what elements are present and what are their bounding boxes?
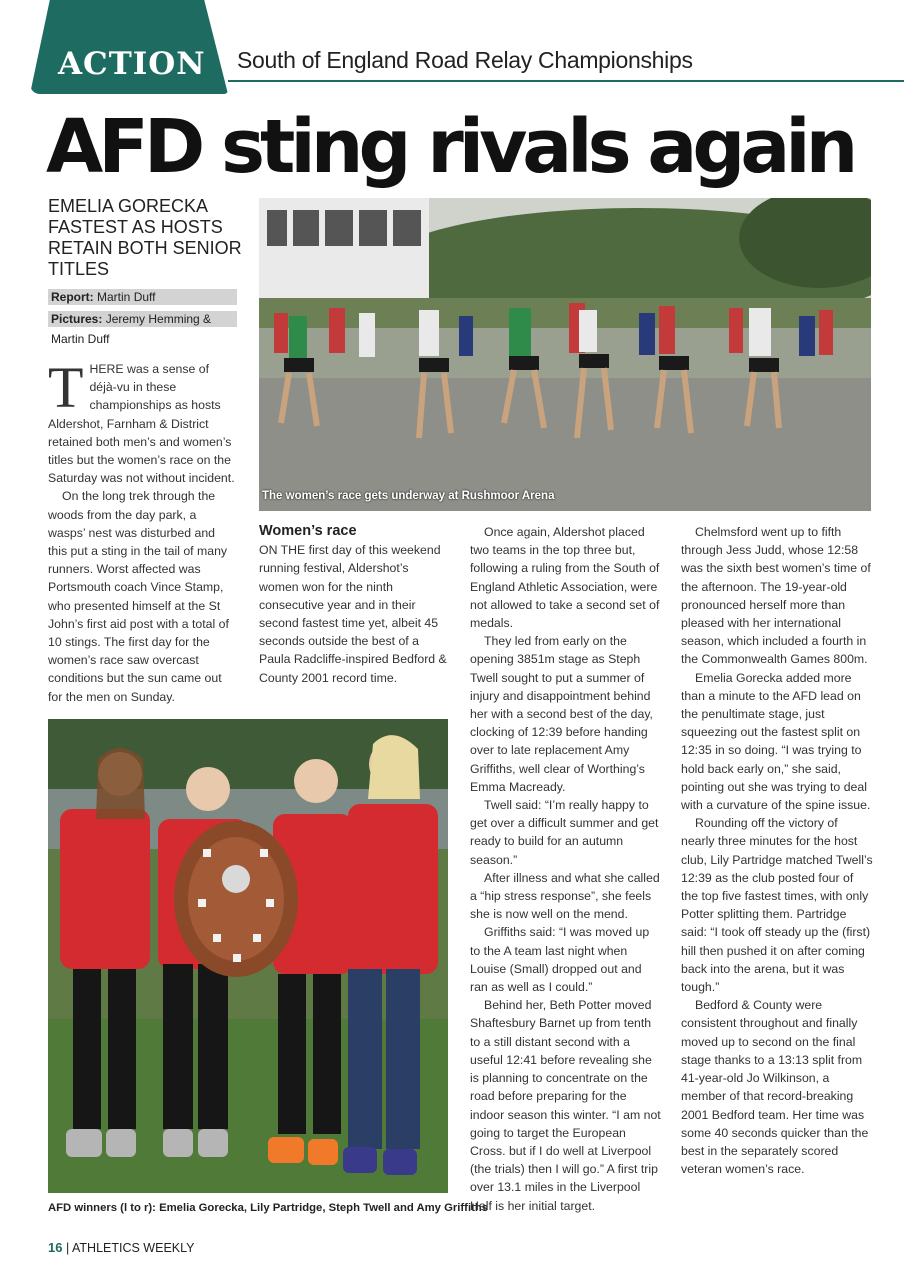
paragraph: HERE was a sense of déjà-vu in these championships as hosts Aldershot, Farnham & District retained both men’s and women’s titles but the women’s race on the Saturday was not without incident. [48, 362, 235, 486]
dropcap: T [48, 355, 84, 420]
paragraph: On the long trek through the woods from the day park, a wasps’ nest was disturbed and this put a sting in the tail of many runners. Worst affected was Portsmouth coach Vince Stamp, who presented himself at the St John’s first aid post with a total of 10 stings. The first day for the women’s race saw overcast conditions but the sun came out for the men on Sunday. [48, 489, 229, 704]
report-name: Martin Duff [97, 290, 156, 304]
article-col-4 [681, 523, 873, 1178]
paragraph: Behind her, Beth Potter moved Shaftesbury Barnet up from tenth to a still distant second with a useful 12:41 before revealing she is planning to concentrate on the road before preparing for the indoor season this winter. “I am not going to target the European Cross. but if I do well at Liverpool (the trials) then I will go.” A first trip over 13.1 miles in the Liverpool Half is her initial target. [470, 998, 661, 1213]
page-number: 16 [48, 1240, 63, 1255]
report-label: Report: [51, 290, 94, 304]
paragraph: Griffiths said: “I was moved up to the A team last night when Louise (Small) dropped out and ran as well as I could.” [470, 925, 650, 995]
footer-separator: | [65, 1241, 70, 1255]
race-photo-illustration [259, 198, 871, 511]
paragraph: Bedford & County were consistent throughout and finally moved up to second on the final stage thanks to a 13:13 split from 41-year-old Jo Wilkinson, a member of that record-breaking 2001 Bedford team. Her time was some 40 seconds quicker than the best in the separately scored veteran women’s race. [681, 998, 869, 1177]
pictures-name: Jeremy Hemming & [105, 312, 212, 326]
section-title: South of England Road Relay Championships [237, 47, 693, 73]
section-tag: ACTION [58, 46, 206, 82]
article-col-1 [48, 355, 236, 706]
pictures-credit [48, 311, 237, 327]
headline: AFD sting rivals again [46, 104, 854, 190]
article-col-2 [259, 522, 451, 687]
winners-photo-caption: AFD winners (l to r): Emelia Gorecka, Lily Partridge, Steph Twell and Amy Griffiths [48, 1202, 489, 1214]
subheading: Women’s race [259, 523, 357, 539]
race-photo-caption: The women’s race gets underway at Rushmoor Arena [262, 490, 555, 502]
publication-name: ATHLETICS WEEKLY [72, 1241, 195, 1255]
winners-photo-illustration [48, 719, 448, 1193]
winners-photo [48, 719, 448, 1193]
paragraph: Emelia Gorecka added more than a minute to the AFD lead on the penultimate stage, just squeezing out the fastest split on 12:35 in so doing. “I was trying to hold back early on,” she said, pointing out she was trying to deal with a curvature of the spine issue. [681, 670, 871, 813]
paragraph: After illness and what she called a “hip stress response”, she feels she is now well on the mend. [470, 870, 660, 922]
pictures-label: Pictures: [51, 312, 103, 326]
paragraph: Rounding off the victory of nearly three minutes for the host club, Lily Partridge matched Twell’s 12:39 as the club posted four of the top five fastest times, with only Potter splitting them. Partridge said: “I took off steady up the (first) hill then pushed it on after coming back into the arena, but it was tough.” [681, 816, 873, 995]
paragraph: Twell said: “I’m really happy to get over a difficult summer and get ready to build for an autumn season.” [470, 798, 659, 867]
standfirst: EMELIA GORECKA FASTEST AS HOSTS RETAIN BOTH SENIOR TITLES [48, 196, 242, 279]
paragraph: They led from early on the opening 3851m stage as Steph Twell sought to put a summer of injury and disappointment behind her with a second best of the day, clocking of 12:39 before handing over to late replacement Amy Griffiths, well clear of Worthing’s Emma Macready. [470, 634, 653, 794]
pictures-credit-cont: Martin Duff [51, 332, 110, 346]
article-col-3 [470, 523, 662, 1215]
paragraph: ON THE first day of this weekend running festival, Aldershot’s women won for the ninth consecutive year and in their second fastest time yet, albeit 45 seconds outside the best of a Paula Radcliffe-inspired Bedford & County 2001 record time. [259, 543, 447, 685]
header-rule [228, 80, 904, 82]
paragraph: Once again, Aldershot placed two teams in the top three but, following a ruling from the South of England Athletic Association, were not allowed to take a second set of medals. [470, 525, 660, 631]
race-photo [259, 198, 871, 511]
page-footer [48, 1240, 194, 1255]
paragraph: Chelmsford went up to fifth through Jess Judd, whose 12:58 was the sixth best women’s time of the afternoon. The 19-year-old pronounced herself more than pleased with her international season, which included a fourth in the Commonwealth Games 800m. [681, 525, 871, 667]
report-credit [48, 289, 237, 305]
